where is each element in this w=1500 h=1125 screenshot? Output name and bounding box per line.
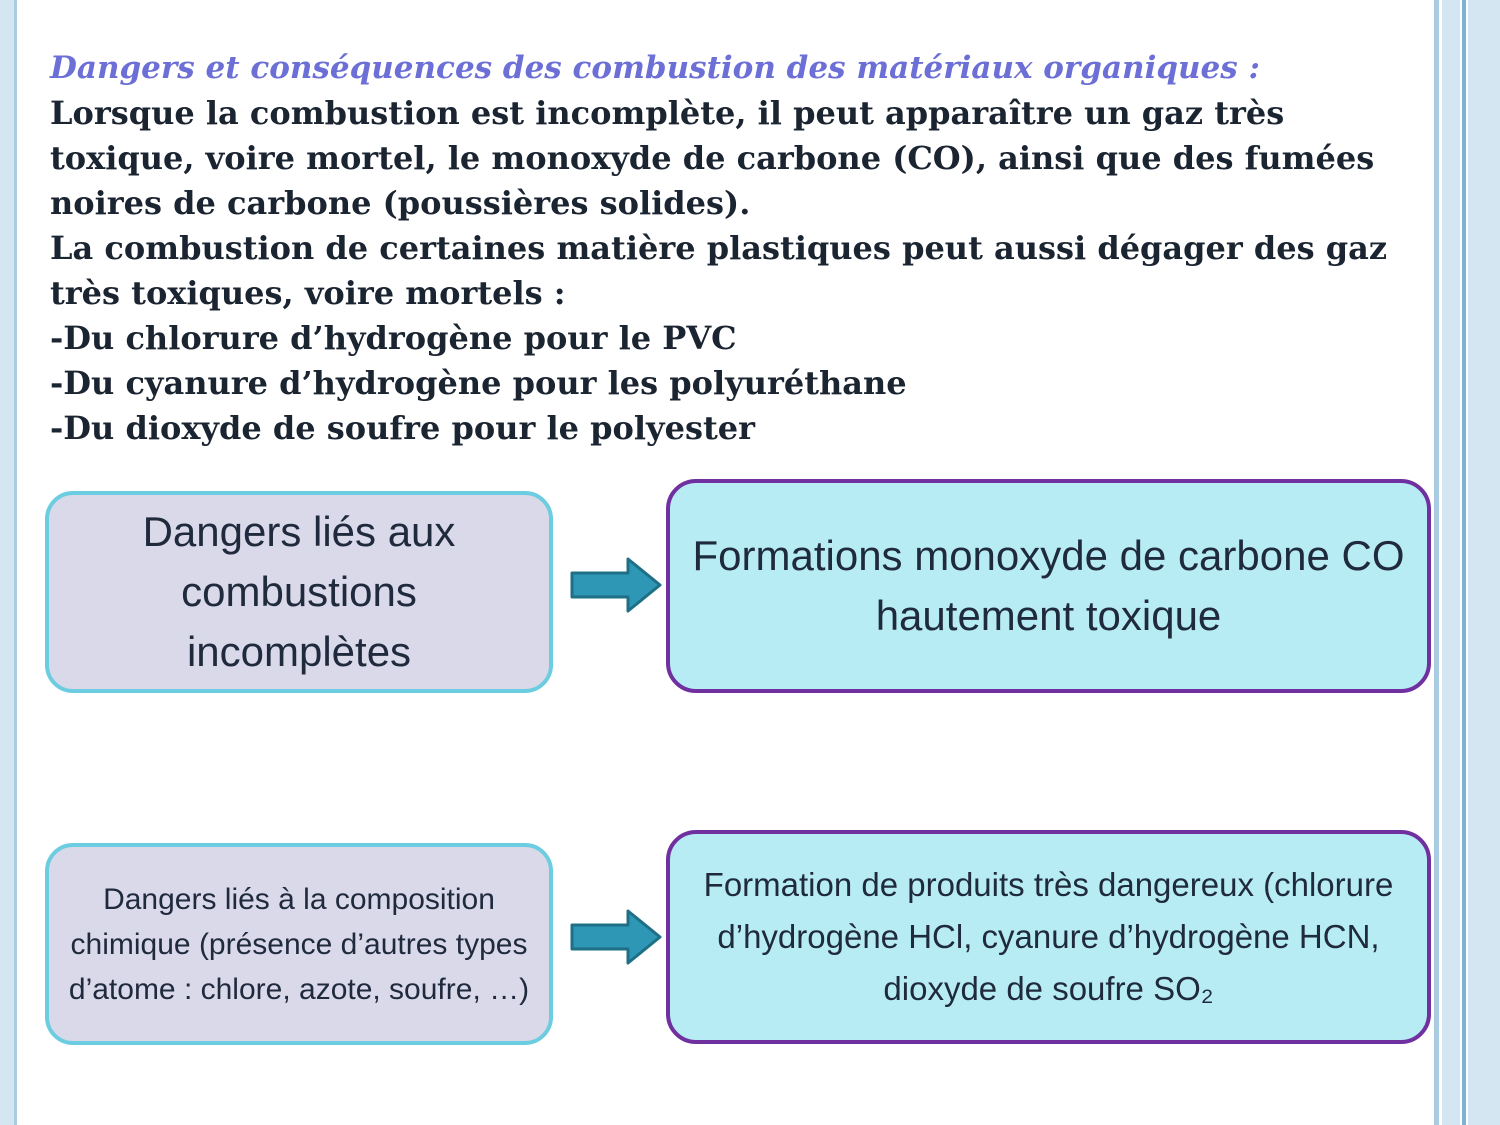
cause-box-incomplete-combustion xyxy=(45,491,553,693)
effect-box-carbon-monoxide xyxy=(666,479,1431,693)
right-decorative-stripe xyxy=(1434,0,1439,1125)
right-arrow-icon xyxy=(570,557,662,613)
cause-box-chemical-composition xyxy=(45,843,553,1045)
list-item-polyurethane: -Du cyanure d’hydrogène pour les polyuréthane xyxy=(50,364,907,402)
effect-box-dangerous-products xyxy=(666,830,1431,1044)
text-content xyxy=(50,46,1420,451)
right-decorative-stripe xyxy=(1468,0,1500,1125)
right-decorative-stripe xyxy=(1442,0,1460,1125)
cause-box-label: Dangers liés aux combustions incomplètes xyxy=(142,508,456,675)
left-decorative-stripe xyxy=(0,0,17,1125)
effect-box-label: Formations monoxyde de carbone CO hautement toxique xyxy=(692,532,1405,639)
paragraph-incomplete-combustion: Lorsque la combustion est incomplète, il peut apparaître un gaz très toxique, voire mortel, le monoxyde de carbone (CO), ainsi que des fumées noires de carbone (poussières solides). xyxy=(50,94,1375,222)
cause-box-label: Dangers liés à la composition chimique (présence d’autres types d’atome : chlore, azote, soufre, …) xyxy=(68,882,530,1006)
effect-box-label: Formation de produits très dangereux (chlorure d’hydrogène HCl, cyanure d’hydrogène HCN, dioxyde de soufre SO₂ xyxy=(703,866,1394,1007)
right-decorative-stripe xyxy=(1462,0,1466,1125)
list-item-pvc: -Du chlorure d’hydrogène pour le PVC xyxy=(50,319,737,357)
slide-heading: Dangers et conséquences des combustion des matériaux organiques : xyxy=(50,50,1260,86)
right-arrow-icon xyxy=(570,909,662,965)
paragraph-plastics: La combustion de certaines matière plastiques peut aussi dégager des gaz très toxiques, voire mortels : xyxy=(50,229,1388,312)
list-item-polyester: -Du dioxyde de soufre pour le polyester xyxy=(50,409,755,447)
